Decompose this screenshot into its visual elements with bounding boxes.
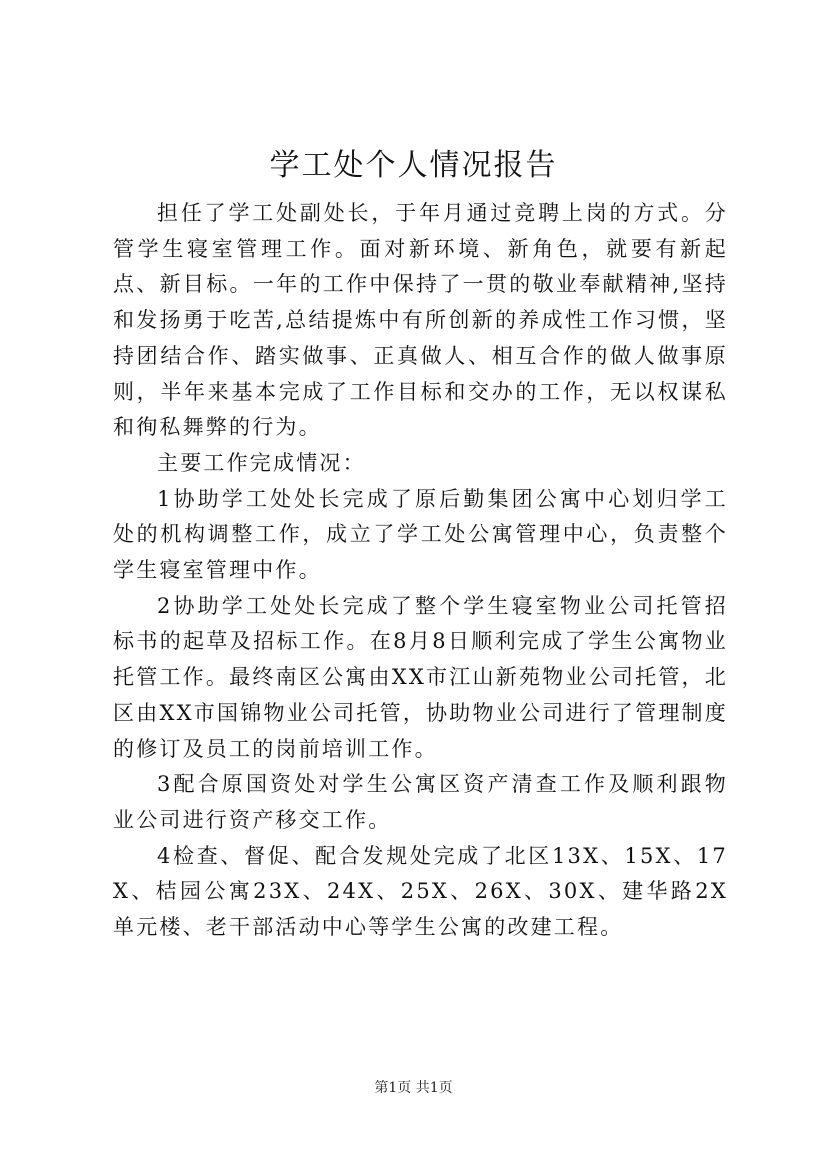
paragraph-section-heading: 主要工作完成情况： <box>157 450 366 475</box>
document-body <box>113 196 728 946</box>
page-number-label: 第1页 共1页 <box>374 1080 453 1096</box>
paragraph-item-2: 2协助学工处处长完成了整个学生寝室物业公司托管招标书的起草及招标工作。在8月8日顺利完成了学生公寓物业托管工作。最终南区公寓由XX市江山新苑物业公司托管，北区由XX市国锦物业公司托管，协助物业公司进行了管理制度的修订及员工的岗前培训工作。 <box>113 593 728 761</box>
document-title: 学工处个人情况报告 <box>269 148 558 183</box>
paragraph-item-1: 1协助学工处处长完成了原后勤集团公寓中心划归学工处的机构调整工作，成立了学工处公寓管理中心，负责整个学生寝室管理中作。 <box>113 486 728 583</box>
paragraph-item-4: 4检查、督促、配合发规处完成了北区13X、15X、17X、桔园公寓23X、24X、25X、26X、30X、建华路2X单元楼、老干部活动中心等学生公寓的改建工程。 <box>113 843 728 940</box>
page-footer <box>0 1078 827 1098</box>
paragraph-intro: 担任了学工处副处长，于年月通过竞聘上岗的方式。分管学生寝室管理工作。面对新环境、新角色，就要有新起点、新目标。一年的工作中保持了一贯的敬业奉献精神,坚持和发扬勇于吃苦,总结提炼中有所创新的养成性工作习惯，坚持团结合作、踏实做事、正真做人、相互合作的做人做事原则，半年来基本完成了工作目标和交办的工作，无以权谋私和徇私舞弊的行为。 <box>113 201 728 440</box>
paragraph-item-3: 3配合原国资处对学生公寓区资产清查工作及顺利跟物业公司进行资产移交工作。 <box>113 772 728 832</box>
